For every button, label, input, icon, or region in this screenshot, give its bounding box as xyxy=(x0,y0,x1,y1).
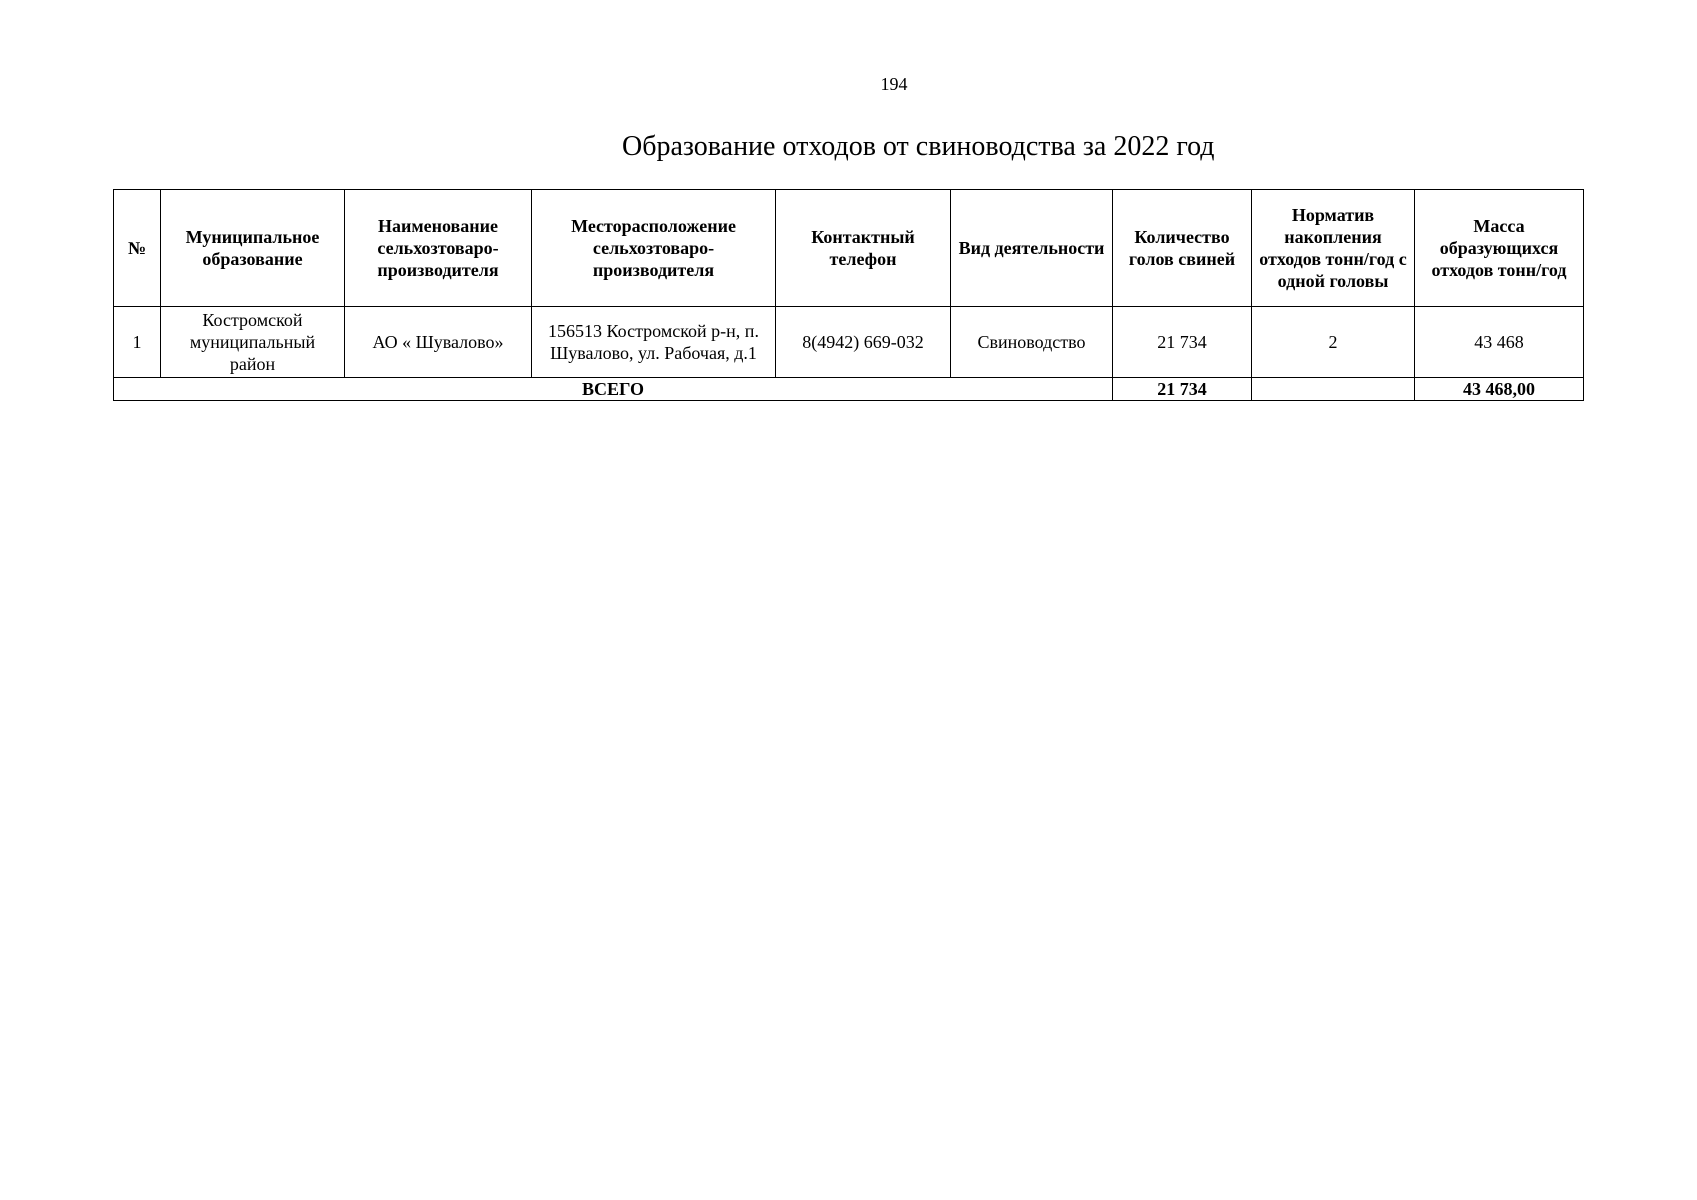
header-waste-mass: Масса образующихся отходов тонн/год xyxy=(1415,190,1584,307)
cell-waste-mass: 43 468 xyxy=(1415,307,1584,378)
total-label: ВСЕГО xyxy=(114,378,1113,401)
page-number: 194 xyxy=(880,74,908,94)
cell-waste-norm: 2 xyxy=(1252,307,1415,378)
cell-municipality: Костромской муниципальный район xyxy=(161,307,345,378)
document-title: Образование отходов от свиноводства за 2022 год xyxy=(622,131,1215,162)
cell-pig-count: 21 734 xyxy=(1113,307,1252,378)
header-producer-name: Наименование сельхозтоваро-производителя xyxy=(345,190,532,307)
header-municipality: Муниципальное образование xyxy=(161,190,345,307)
header-number: № xyxy=(114,190,161,307)
header-contact-phone: Контактный телефон xyxy=(776,190,951,307)
cell-producer-name: АО « Шувалово» xyxy=(345,307,532,378)
header-waste-norm: Норматив накопления отходов тонн/год с одной головы xyxy=(1252,190,1415,307)
table-row xyxy=(114,307,1584,378)
header-pig-count: Количество голов свиней xyxy=(1113,190,1252,307)
total-pig-count: 21 734 xyxy=(1113,378,1252,401)
total-waste-norm xyxy=(1252,378,1415,401)
header-producer-location: Месторасположение сельхозтоваро-производителя xyxy=(532,190,776,307)
table-header-row xyxy=(114,190,1584,307)
cell-number: 1 xyxy=(114,307,161,378)
cell-producer-location: 156513 Костромской р-н, п. Шувалово, ул. Рабочая, д.1 xyxy=(532,307,776,378)
waste-table xyxy=(113,189,1584,401)
total-row xyxy=(114,378,1584,401)
cell-contact-phone: 8(4942) 669-032 xyxy=(776,307,951,378)
total-waste-mass: 43 468,00 xyxy=(1415,378,1584,401)
cell-activity-type: Свиноводство xyxy=(951,307,1113,378)
header-activity-type: Вид деятельности xyxy=(951,190,1113,307)
